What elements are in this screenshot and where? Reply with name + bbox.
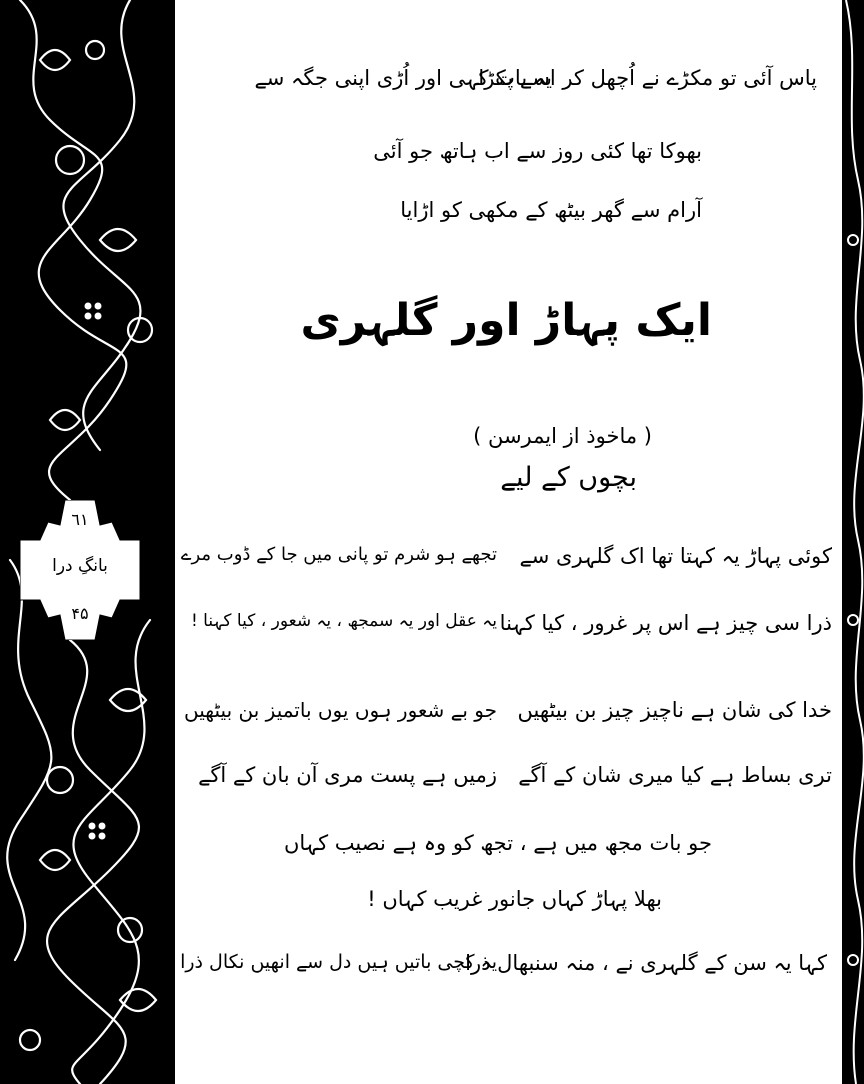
poem-title: ایک پہاڑ اور گلہری: [300, 295, 712, 346]
couplet-3-left: جو بے شعور ہوں یوں باتمیز بن بیٹھیں: [184, 698, 497, 722]
right-floral-pattern: [842, 0, 864, 1084]
page-number: ٦١: [71, 510, 89, 529]
couplet-3-right: خدا کی شان ہے ناچیز چیز بن بیٹھیں: [517, 698, 832, 722]
book-title: بانگِ درا: [52, 556, 108, 576]
intro-line-3: آرام سے گھر بیٹھ کے مکھی کو اڑایا: [400, 198, 702, 222]
couplet-4-right: تری بساط ہے کیا میری شان کے آگے: [518, 763, 832, 787]
text-page: [175, 0, 842, 1084]
final-couplet-right: کہا یہ سن کے گلہری نے ، منہ سنبھال ذرا: [465, 951, 827, 975]
center-line-2: بھلا پہاڑ کہاں جانور غریب کہاں !: [367, 887, 662, 911]
right-ornamental-border: [842, 0, 864, 1084]
couplet-2-right: ذرا سی چیز ہے اس پر غرور ، کیا کہنا: [499, 611, 832, 635]
couplet-1-right: کوئی پہاڑ یہ کہتا تھا اک گلہری سے: [519, 544, 832, 568]
couplet-1-left: تجھے ہو شرم تو پانی میں جا کے ڈوب مرے: [180, 544, 497, 565]
center-line-1: جو بات مجھ میں ہے ، تجھ کو وہ ہے نصیب کہاں: [283, 831, 712, 855]
sequence-number: ۴۵: [71, 604, 89, 623]
intro-line-1-left: پاس آئی تو مکڑے نے اُچھل کر اسے پکڑا: [478, 66, 817, 90]
intro-line-1-right: یہ بات کہی اور اُڑی اپنی جگہ سے: [254, 66, 552, 90]
page-badge: [20, 500, 140, 640]
left-ornamental-border: [0, 0, 175, 1084]
final-couplet-left: یہ کچی باتیں ہیں دل سے انھیں نکال ذرا: [180, 951, 497, 973]
dedication: بچوں کے لیے: [500, 462, 637, 493]
couplet-2-left: یہ عقل اور یہ سمجھ ، یہ شعور ، کیا کہنا !: [190, 611, 497, 631]
intro-line-2: بھوکا تھا کئی روز سے اب ہاتھ جو آئی: [373, 139, 702, 163]
poem-subtitle: ( ماخوذ از ایمرسن ): [473, 424, 652, 448]
couplet-4-left: زمیں ہے پست مری آن بان کے آگے: [198, 763, 497, 787]
